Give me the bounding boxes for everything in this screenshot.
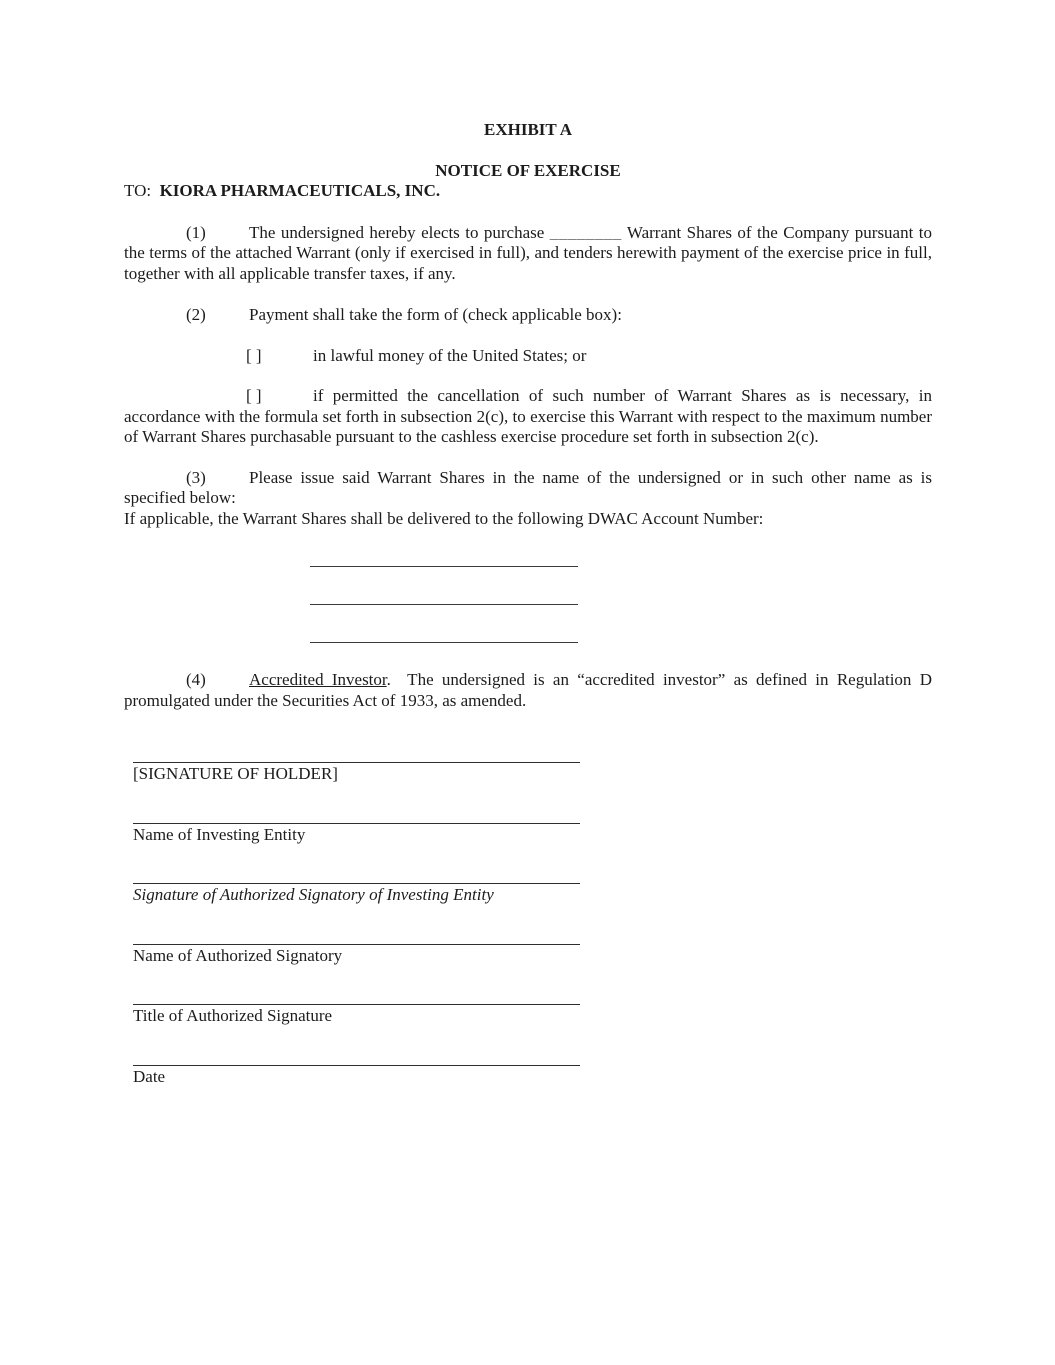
signature-block	[124, 762, 932, 1087]
company-name: KIORA PHARMACEUTICALS, INC.	[159, 181, 441, 200]
authorized-signature-title-field[interactable]	[133, 1004, 580, 1027]
paragraph-4	[124, 670, 932, 711]
to-line	[124, 181, 932, 202]
accredited-investor-heading: Accredited Investor	[249, 670, 387, 689]
cashless-exercise-option	[124, 386, 932, 448]
paragraph-2	[124, 305, 932, 326]
cashless-exercise-label: if permitted the cancellation of such number of Warrant Shares as is necessary, in accordance with the formula set forth in subsection 2(c), to exercise this Warrant with respect to the maximum number of Warrant Shares purchasable pursuant to the cashless exercise procedure set forth in subsection 2(c).	[124, 386, 932, 446]
paragraph-3	[124, 468, 932, 509]
lawful-money-checkbox[interactable]: [ ]	[246, 345, 262, 365]
investing-entity-name-label: Name of Investing Entity	[133, 824, 306, 844]
cashless-exercise-checkbox[interactable]: [ ]	[246, 386, 262, 405]
dwac-account-line-3[interactable]	[310, 605, 578, 643]
date-label: Date	[133, 1066, 166, 1086]
paragraph-1	[124, 223, 932, 285]
authorized-signatory-signature-field[interactable]	[133, 883, 580, 906]
authorized-signatory-name-label: Name of Authorized Signatory	[133, 945, 343, 965]
date-field[interactable]	[133, 1065, 580, 1088]
paragraph-1-text-after: Warrant Shares of the Company pursuant to the terms of the attached Warrant (only if exercised in full), and tenders herewith payment of the exercise price in full, together with all applicable transfer taxes, if any.	[124, 222, 932, 283]
purchase-amount-blank[interactable]: ________	[549, 222, 622, 242]
lawful-money-option	[124, 346, 932, 367]
paragraph-1-number: (1)	[186, 222, 206, 242]
paragraph-4-text-after: . The undersigned is an “accredited investor” as defined in Regulation D promulgated under the Securities Act of 1933, as amended.	[124, 670, 932, 710]
dwac-account-line-1[interactable]	[310, 529, 578, 567]
dwac-account-line-2[interactable]	[310, 567, 578, 605]
exhibit-title: EXHIBIT A	[483, 120, 573, 139]
holder-signature-label: [SIGNATURE OF HOLDER]	[133, 764, 338, 783]
paragraph-2-text: Payment shall take the form of (check applicable box):	[249, 305, 622, 324]
dwac-account-fields	[124, 529, 932, 643]
to-label: TO:	[124, 181, 152, 200]
holder-signature-field[interactable]	[133, 762, 580, 785]
paragraph-2-number: (2)	[186, 305, 206, 324]
paragraph-3-number: (3)	[186, 467, 206, 487]
dwac-intro: If applicable, the Warrant Shares shall be delivered to the following DWAC Account Number:	[124, 508, 764, 528]
paragraph-1-text-before: The undersigned hereby elects to purchase	[249, 222, 550, 242]
investing-entity-name-field[interactable]	[133, 823, 580, 846]
authorized-signature-title-label: Title of Authorized Signature	[133, 1006, 333, 1025]
authorized-signatory-signature-label: Signature of Authorized Signatory of Investing Entity	[133, 885, 494, 904]
paragraph-4-number: (4)	[186, 670, 206, 689]
lawful-money-label: in lawful money of the United States; or	[313, 345, 587, 365]
document-title: NOTICE OF EXERCISE	[435, 160, 621, 180]
paragraph-3-text: Please issue said Warrant Shares in the name of the undersigned or in such other name as is specified below:	[124, 467, 932, 507]
authorized-signatory-name-field[interactable]	[133, 944, 580, 967]
